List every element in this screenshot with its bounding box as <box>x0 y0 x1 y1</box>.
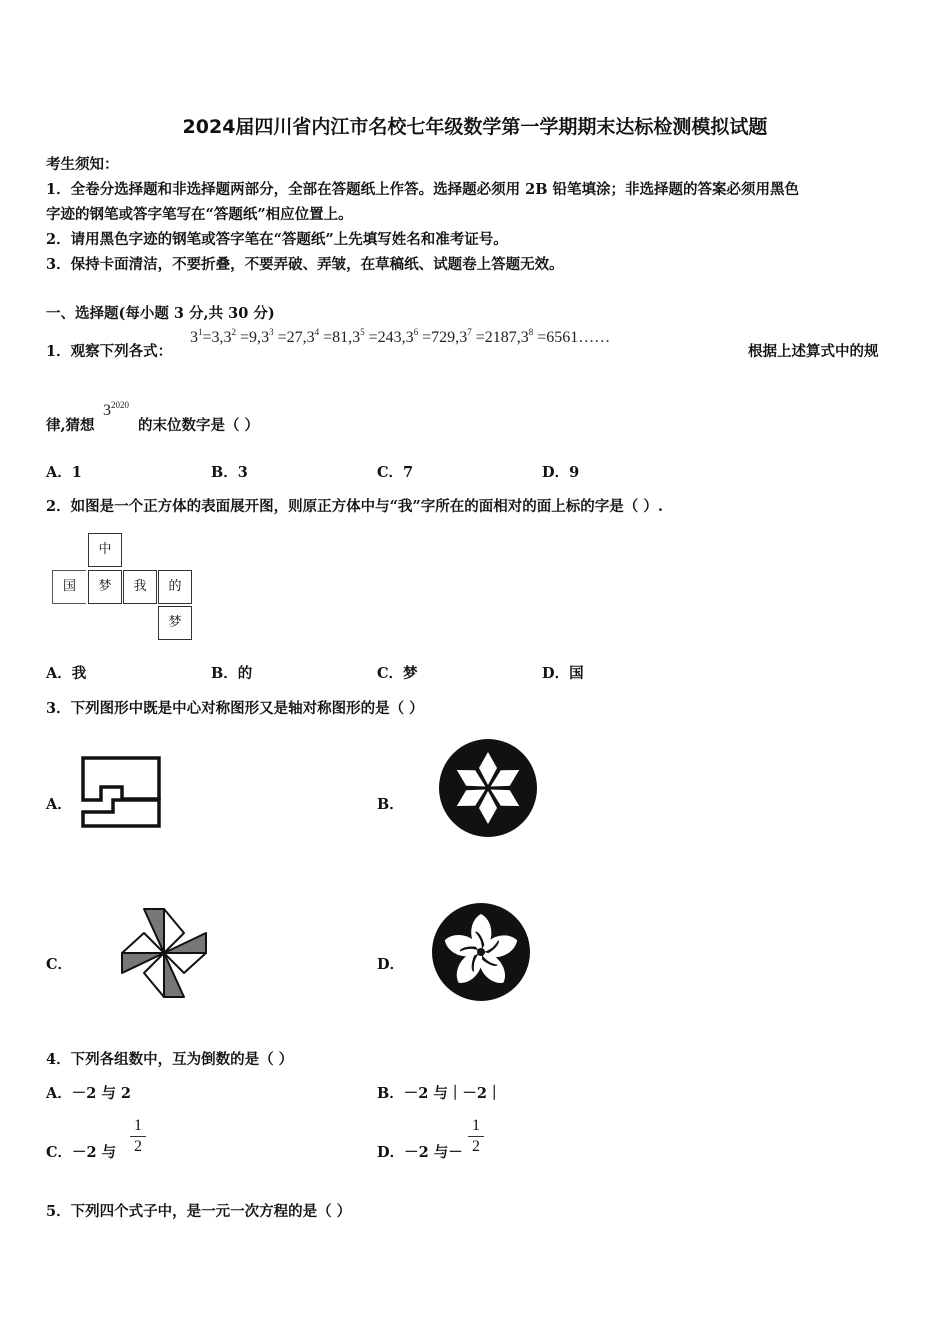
q1-power-base: 3 <box>103 402 111 419</box>
q1-term-7-base: 3 <box>459 329 468 346</box>
q4-option-c-fraction <box>130 1117 146 1156</box>
q4-d-denominator: 2 <box>472 1138 480 1155</box>
q1-term-4-value: =81, <box>319 329 353 346</box>
q1-term-6-exp: 6 <box>413 327 419 337</box>
q1-term-1-base: 3 <box>190 329 198 346</box>
q1-term-5-base: 3 <box>352 329 361 346</box>
q2-text: 2．如图是一个正方体的表面展开图，则原正方体中与“我”字所在的面相对的面上标的字是（ ）. <box>46 498 663 515</box>
page-title: 2024届四川省内江市名校七年级数学第一学期期末达标检测模拟试题 <box>182 116 768 138</box>
net-cell-de: 的 <box>158 570 192 604</box>
q1-term-7-value: =2187, <box>471 329 521 346</box>
q1-tail: 根据上述算式中的规 <box>748 343 879 360</box>
q4-text: 4．下列各组数中，互为倒数的是（ ） <box>46 1051 294 1068</box>
q1-term-4-exp: 4 <box>314 327 320 337</box>
q3-figure-c <box>118 905 210 1001</box>
q1-term-6-value: =729, <box>418 329 460 346</box>
q4-option-b[interactable]: B．－2 与｜－2｜ <box>377 1085 502 1102</box>
q1-term-8-value: =6561…… <box>533 329 611 346</box>
q1-power-exp: 2020 <box>111 400 129 410</box>
q1-term-5-exp: 5 <box>360 327 365 337</box>
q1-option-d[interactable]: D．9 <box>542 464 580 481</box>
q1-term-2-base: 3 <box>223 329 232 346</box>
notice-line-1b: 字迹的钢笔或答字笔写在“答题纸”相应位置上。 <box>46 206 353 223</box>
net-cell-wo: 我 <box>123 570 157 604</box>
notice-line-3: 3．保持卡面清洁，不要折叠，不要弄破、弄皱，在草稿纸、试题卷上答题无效。 <box>46 256 564 273</box>
q1-term-7-exp: 7 <box>467 327 472 337</box>
q2-option-d[interactable]: D．国 <box>542 665 584 682</box>
q3-label-b[interactable]: B． <box>377 796 404 813</box>
q1-option-c[interactable]: C．7 <box>377 464 414 481</box>
q5-text: 5．下列四个式子中，是一元一次方程的是（ ） <box>46 1203 352 1220</box>
q3-label-c[interactable]: C． <box>46 956 73 973</box>
q1-option-a[interactable]: A．1 <box>46 464 82 481</box>
q1-lead: 1．观察下列各式： <box>46 343 173 360</box>
q1-series <box>190 327 610 347</box>
q4-c-numerator: 1 <box>134 1117 142 1134</box>
q1-term-2-exp: 2 <box>231 327 237 337</box>
notice-heading: 考生须知： <box>46 156 119 173</box>
q4-option-c[interactable]: C．－2 与 <box>46 1144 117 1161</box>
net-cell-guo: 国 <box>52 570 86 604</box>
notice-line-2: 2．请用黑色字迹的钢笔或答字笔在“答题纸”上先填写姓名和准考证号。 <box>46 231 508 248</box>
q3-figure-a <box>80 755 162 829</box>
q2-option-c[interactable]: C．梦 <box>377 665 418 682</box>
fraction-bar <box>468 1136 484 1137</box>
q4-option-d[interactable]: D．－2 与－ <box>377 1144 463 1161</box>
q3-label-d[interactable]: D． <box>377 956 405 973</box>
q4-option-d-fraction <box>468 1117 484 1156</box>
q3-figure-d <box>431 902 531 1002</box>
fraction-bar <box>130 1136 146 1137</box>
q1-power <box>103 400 129 420</box>
q1-term-3-base: 3 <box>261 329 270 346</box>
section-heading: 一、选择题(每小题 3 分,共 30 分) <box>46 305 275 322</box>
q1-term-5-value: =243, <box>364 329 406 346</box>
q4-d-numerator: 1 <box>472 1117 480 1134</box>
q1-term-2-value: =9, <box>236 329 262 346</box>
q3-figure-b <box>438 738 538 838</box>
net-cell-meng: 梦 <box>88 570 122 604</box>
q3-text: 3．下列图形中既是中心对称图形又是轴对称图形的是（ ） <box>46 700 424 717</box>
q4-option-a[interactable]: A．－2 与 2 <box>46 1085 132 1102</box>
q1-term-3-exp: 3 <box>269 327 274 337</box>
q1-line2-b: 的末位数字是（ ） <box>138 417 260 434</box>
q1-term-1-value: =3, <box>202 329 224 346</box>
net-cell-zhong: 中 <box>88 533 122 567</box>
q1-term-8-base: 3 <box>520 329 529 346</box>
q1-term-6-base: 3 <box>405 329 414 346</box>
q1-term-4-base: 3 <box>306 329 315 346</box>
q1-term-3-value: =27, <box>273 329 307 346</box>
q1-term-1-exp: 1 <box>198 327 203 337</box>
q4-c-denominator: 2 <box>134 1138 142 1155</box>
q2-option-a[interactable]: A．我 <box>46 665 87 682</box>
net-cell-meng-2: 梦 <box>158 606 192 640</box>
q1-line2-a: 律,猜想 <box>46 417 95 434</box>
notice-line-1a: 1．全卷分选择题和非选择题两部分，全部在答题纸上作答。选择题必须用 2B 铅笔填涂；非选择题的答案必须用黑色 <box>46 181 800 198</box>
q2-option-b[interactable]: B．的 <box>211 665 253 682</box>
q3-label-a[interactable]: A． <box>46 796 72 813</box>
q1-option-b[interactable]: B．3 <box>211 464 248 481</box>
q1-term-8-exp: 8 <box>528 327 534 337</box>
cube-net <box>52 533 197 643</box>
